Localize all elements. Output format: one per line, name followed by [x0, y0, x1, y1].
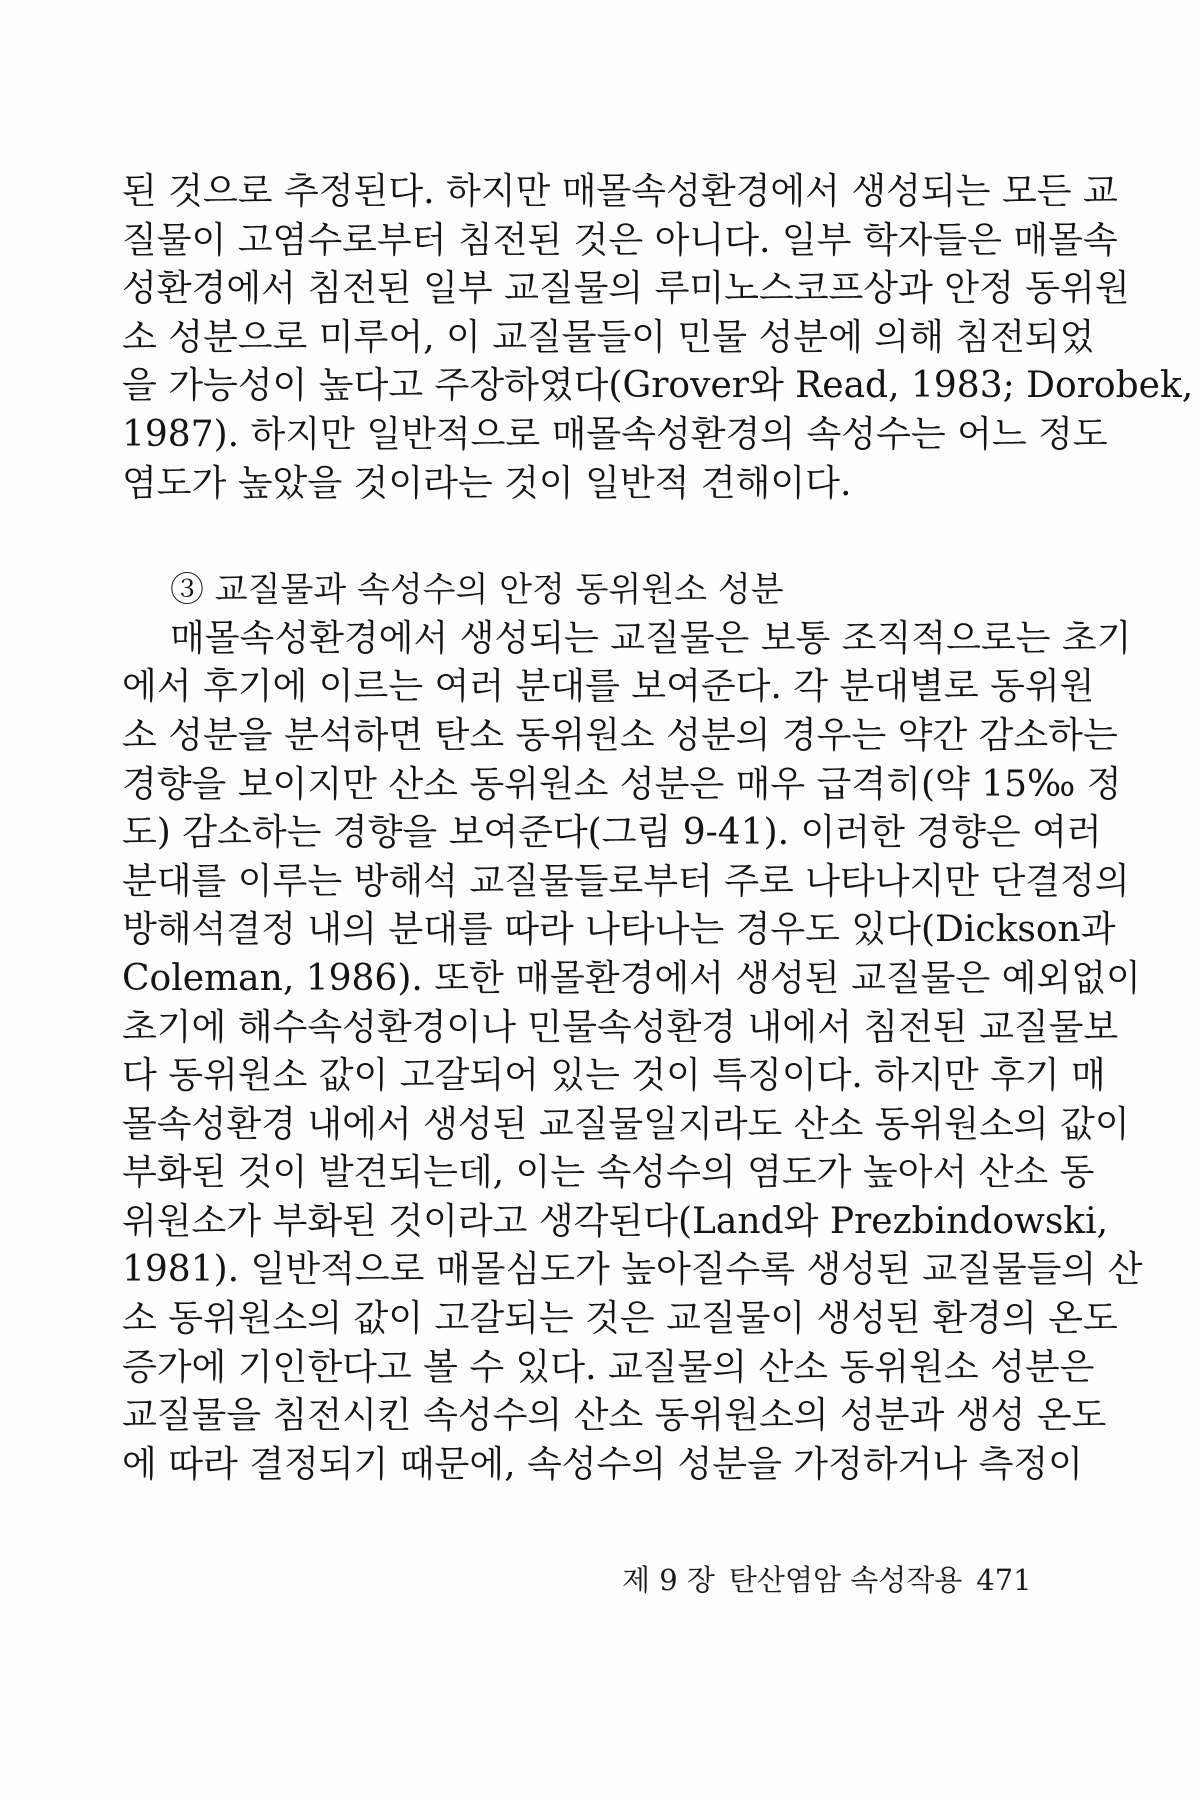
body-text — [122, 168, 1194, 1489]
text-line: 질물이 고염수로부터 침전된 것은 아니다. 일부 학자들은 매몰속 — [122, 219, 1118, 261]
text-line: 을 가능성이 높다고 주장하였다(Grover와 Read, 1983; Dorobek, — [122, 365, 1194, 407]
text-line: 방해석결정 내의 분대를 따라 나타나는 경우도 있다(Dickson과 — [122, 909, 1116, 951]
text-line: Coleman, 1986). 또한 매몰환경에서 생성된 교질물은 예외없이 — [122, 957, 1141, 999]
text-line: 몰속성환경 내에서 생성된 교질물일지라도 산소 동위원소의 값이 — [122, 1103, 1130, 1145]
text-line: 경향을 보이지만 산소 동위원소 성분은 매우 급격히(약 15‰ 정 — [122, 763, 1122, 805]
text-line: 다 동위원소 값이 고갈되어 있는 것이 특징이다. 하지만 후기 매 — [122, 1055, 1106, 1097]
text-line: 초기에 해수속성환경이나 민물속성환경 내에서 침전된 교질물보 — [122, 1006, 1119, 1048]
text-line: 도) 감소하는 경향을 보여준다(그림 9-41). 이러한 경향은 여러 — [122, 812, 1102, 854]
page-footer — [608, 1560, 1032, 1600]
text-line: 에 따라 결정되기 때문에, 속성수의 성분을 가정하거나 측정이 — [122, 1443, 1083, 1485]
section-spacer — [122, 508, 1022, 566]
paragraph-2 — [122, 615, 1143, 1490]
text-line: 증가에 기인한다고 볼 수 있다. 교질물의 산소 동위원소 성분은 — [122, 1346, 1095, 1388]
text-line: 매몰속성환경에서 생성되는 교질물은 보통 조직적으로는 초기 — [170, 617, 1132, 659]
chapter-title: 탄산염암 속성작용 — [728, 1563, 963, 1597]
text-line: 염도가 높았을 것이라는 것이 일반적 견해이다. — [122, 462, 852, 504]
paragraph-1 — [122, 168, 1194, 508]
text-line: 부화된 것이 발견되는데, 이는 속성수의 염도가 높아서 산소 동 — [122, 1152, 1095, 1194]
text-line: 소 성분으로 미루어, 이 교질물들이 민물 성분에 의해 침전되었 — [122, 316, 1095, 358]
chapter-number: 제 9 장 — [622, 1563, 715, 1597]
text-line: 위원소가 부화된 것이라고 생각된다(Land와 Prezbindowski, — [122, 1200, 1109, 1242]
text-line: 분대를 이루는 방해석 교질물들로부터 주로 나타나지만 단결정의 — [122, 860, 1130, 902]
text-line: 교질물을 침전시킨 속성수의 산소 동위원소의 성분과 생성 온도 — [122, 1395, 1107, 1437]
text-line: 된 것으로 추정된다. 하지만 매몰속성환경에서 생성되는 모든 교 — [122, 171, 1118, 212]
text-line: 1987). 하지만 일반적으로 매몰속성환경의 속성수는 어느 정도 — [122, 413, 1108, 455]
section-heading: ③ 교질물과 속성수의 안정 동위원소 성분 — [170, 570, 784, 611]
text-line: 소 성분을 분석하면 탄소 동위원소 성분의 경우는 약간 감소하는 — [122, 714, 1118, 756]
page-number: 471 — [976, 1563, 1032, 1597]
text-line: 성환경에서 침전된 일부 교질물의 루미노스코프상과 안정 동위원 — [122, 268, 1130, 310]
text-line: 에서 후기에 이르는 여러 분대를 보여준다. 각 분대별로 동위원 — [122, 666, 1095, 708]
text-line: 소 동위원소의 값이 고갈되는 것은 교질물이 생성된 환경의 온도 — [122, 1298, 1118, 1340]
text-line: 1981). 일반적으로 매몰심도가 높아질수록 생성된 교질물들의 산 — [122, 1249, 1143, 1291]
